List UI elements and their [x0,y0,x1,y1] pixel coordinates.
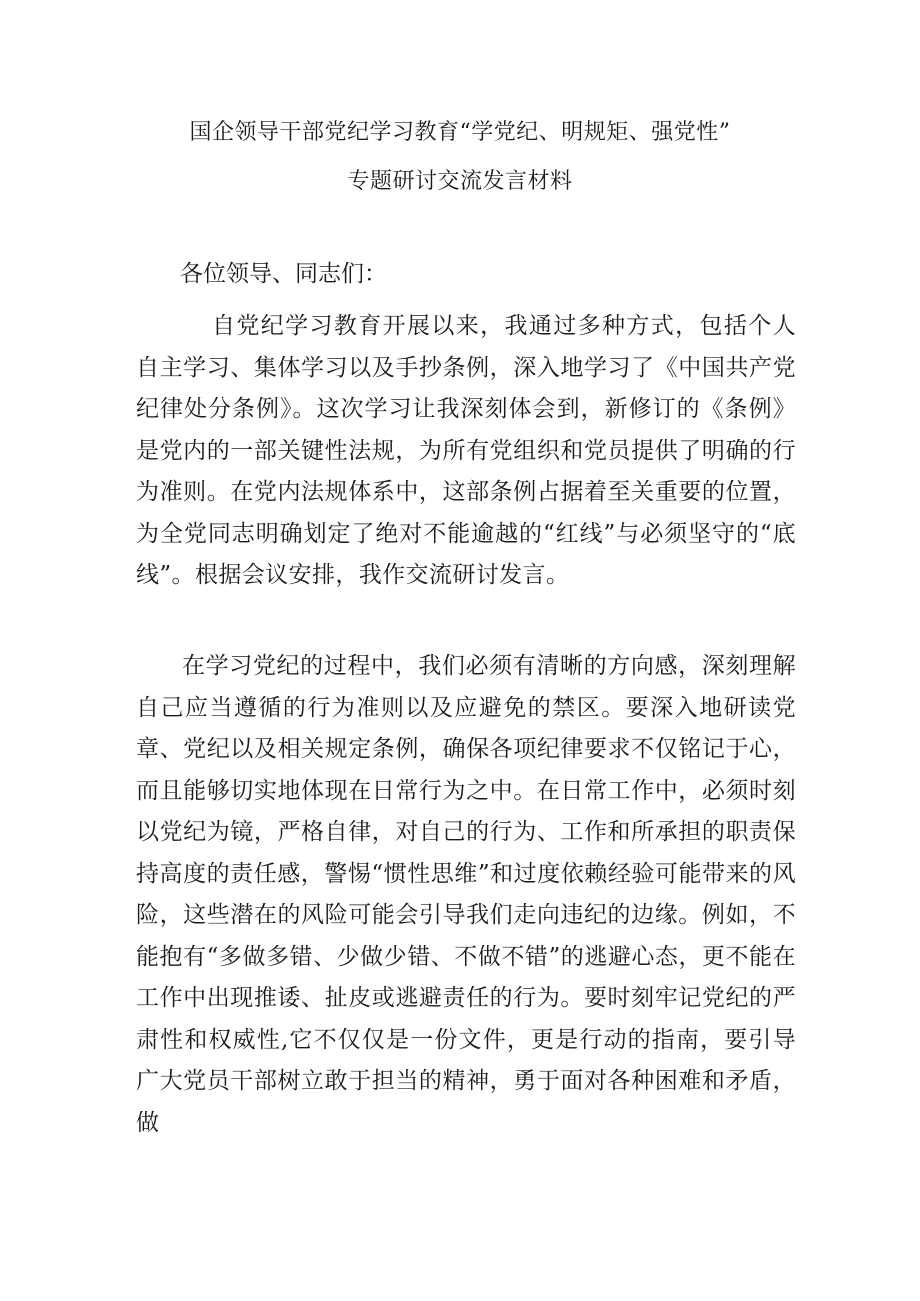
paragraph-2 [136,646,796,1144]
document-title-line-1: 国企领导干部党纪学习教育“学党纪、明规矩、强党性” [189,120,731,145]
greeting: 各位领导、同志们： [180,261,387,287]
paragraph-2-text: 在学习党纪的过程中，我们必须有清晰的方向感，深刻理解自己应当遵循的行为准则以及应避免的禁区。要深入地研读党章、党纪以及相关规定条例，确保各项纪律要求不仅铭记于心，而且能够切实地体现在日常行为之中。在日常工作中，必须时刻以党纪为镜，严格自律，对自己的行为、工作和所承担的职责保持高度的责任感，警惕“惯性思维”和过度依赖经验可能带来的风险，这些潜在的风险可能会引导我们走向违纪的边缘。例如，不能抱有“多做多错、少做少错、不做不错”的逃避心态，更不能在工作中出现推诿、扯皮或逃避责任的行为。要时刻牢记党纪的严肃性和权威性,它不仅仅是一份文件，更是行动的指南，要引导广大党员干部树立敢于担当的精神，勇于面对各种困难和矛盾，做 [136,653,796,1136]
document-title-line-2: 专题研讨交流发言材料 [347,169,573,194]
paragraph-1 [136,306,796,597]
paragraph-1-text: 自党纪学习教育开展以来，我通过多种方式，包括个人自主学习、集体学习以及手抄条例，深入地学习了《中国共产党纪律处分条例》。这次学习让我深刻体会到，新修订的《条例》是党内的一部关键性法规，为所有党组织和党员提供了明确的行为准则。在党内法规体系中，这部条例占据着至关重要的位置，为全党同志明确划定了绝对不能逾越的“红线”与必须坚守的“底线”。根据会议安排，我作交流研讨发言。 [136,313,796,588]
